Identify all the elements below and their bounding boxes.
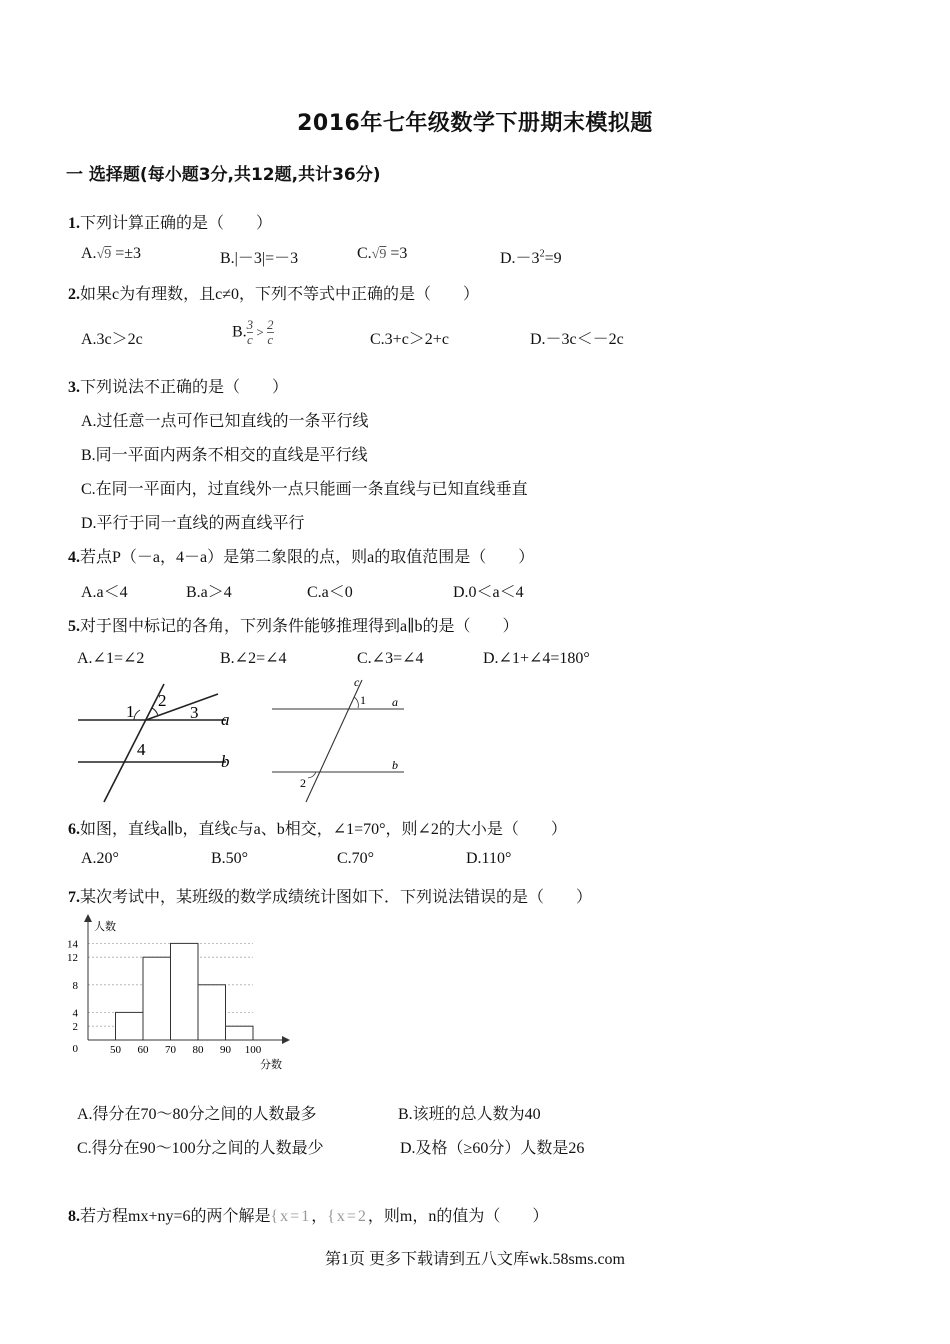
angle-label-2: 2 — [300, 776, 306, 790]
figure-q5-angles — [76, 680, 236, 806]
option-c: C.70° — [337, 850, 375, 867]
option-b: B.同一平面内两条不相交的直线是平行线 — [81, 447, 368, 464]
histogram-bar — [116, 1012, 144, 1040]
section-heading: 一 选择题(每小题3分,共12题,共计36分) — [66, 165, 381, 185]
question-7 — [68, 884, 592, 907]
y-tick-label: 0 — [72, 1043, 78, 1055]
y-axis-arrow — [84, 914, 92, 922]
question-number: 5. — [68, 618, 80, 635]
x-tick-label: 60 — [137, 1044, 149, 1056]
question-8: 8.若方程mx+ny=6的两个解是{x=1，{x=2，则m，n的值为（ ） — [68, 1208, 549, 1225]
x-tick-label: 90 — [220, 1044, 231, 1056]
line-label-c: c — [354, 675, 360, 689]
question-number: 1. — [68, 215, 80, 232]
option-a: A.过任意一点可作已知直线的一条平行线 — [81, 413, 369, 430]
angle-arc — [354, 697, 358, 708]
histogram-bar — [143, 957, 171, 1040]
option-a: A.3c＞2c — [81, 331, 143, 348]
question-number: 6. — [68, 821, 80, 838]
y-tick-label: 2 — [72, 1021, 78, 1034]
question-text: 对于图中标记的各角，下列条件能够推理得到a∥b的是（ ） — [80, 618, 519, 635]
histogram-bar — [226, 1026, 254, 1040]
option-b: B.∠2=∠4 — [220, 650, 287, 667]
question-number: 8. — [68, 1208, 80, 1225]
line-c — [306, 680, 362, 802]
question-number: 2. — [68, 286, 80, 303]
x-tick-label: 100 — [244, 1044, 262, 1056]
question-text: 下列说法不正确的是（ ） — [80, 379, 289, 396]
option-c: C.在同一平面内，过直线外一点只能画一条直线与已知直线垂直 — [81, 481, 528, 498]
x-tick-label: 80 — [192, 1044, 204, 1056]
question-text: 如图，直线a∥b，直线c与a、b相交，∠1=70°，则∠2的大小是（ ） — [80, 821, 567, 838]
option-d: D.平行于同一直线的两直线平行 — [81, 515, 305, 532]
x-tick-label: 50 — [110, 1044, 121, 1056]
option-d: D.及格（≥60分）人数是26 — [400, 1140, 585, 1157]
equation-system-1: {x=1 — [270, 1208, 312, 1225]
question-number: 4. — [68, 549, 80, 566]
option-b: B. $\frac{3}{c}$ > $\frac{2}{c}$ — [232, 317, 274, 347]
page-footer: 第1页 更多下载请到五八文库wk.58sms.com — [324, 1251, 625, 1268]
question-3 — [68, 374, 288, 397]
question-1 — [68, 210, 272, 233]
option-b: B.|－3|=－3 — [220, 250, 299, 267]
option-d: D.110° — [466, 850, 512, 867]
option-a: A.20° — [81, 850, 119, 867]
y-tick-label: 12 — [67, 952, 78, 965]
question-number: 3. — [68, 379, 80, 396]
angle-label-4: 4 — [137, 740, 146, 759]
question-text-end: ，则m，n的值为（ ） — [367, 1208, 549, 1225]
option-b: B.a＞4 — [186, 584, 232, 601]
y-axis-title: 人数 — [94, 921, 116, 933]
sqrt-symbol: √9 — [96, 247, 112, 262]
option-c: C.√9 =3 — [357, 245, 408, 262]
option-c: C.∠3=∠4 — [357, 650, 424, 667]
option-d: $D.-3^2=9$ — [500, 248, 562, 267]
histogram-chart — [60, 912, 296, 1072]
question-text: 下列计算正确的是（ ） — [80, 215, 273, 232]
page-title: 2016年七年级数学下册期末模拟题 — [297, 111, 653, 136]
question-2 — [68, 281, 479, 304]
y-tick-label: 4 — [72, 1007, 78, 1020]
histogram-bar — [171, 943, 199, 1040]
question-text: 某次考试中，某班级的数学成绩统计图如下．下列说法错误的是（ ） — [80, 889, 593, 906]
option-c: C.a＜0 — [307, 584, 353, 601]
angle-label-2: 2 — [158, 691, 167, 710]
x-axis-title: 分数 — [260, 1059, 282, 1071]
option-a: A.a＜4 — [81, 584, 128, 601]
option-a: A.√9 =±3 — [81, 245, 142, 262]
line-label-b: b — [392, 758, 398, 772]
angle-label-1: 1 — [126, 702, 135, 721]
line-label-a: a — [392, 695, 398, 709]
option-b: B.该班的总人数为40 — [398, 1106, 541, 1123]
option-a: A.∠1=∠2 — [77, 650, 145, 667]
question-5 — [68, 613, 519, 636]
option-b: B.50° — [211, 850, 249, 867]
line-label-b: b — [221, 752, 230, 771]
option-d: D.∠1+∠4=180° — [483, 650, 590, 667]
angle-label-3: 3 — [190, 703, 199, 722]
option-d: D.－3c＜－2c — [530, 331, 624, 348]
equation-system-2: {x=2 — [327, 1208, 368, 1225]
fraction: $\frac{3}{c}$ — [246, 317, 254, 347]
option-c: C.得分在90～100分之间的人数最少 — [77, 1140, 324, 1157]
question-4 — [68, 544, 534, 567]
question-6 — [68, 816, 567, 839]
x-axis-arrow — [282, 1036, 290, 1044]
option-d: D.0＜a＜4 — [453, 584, 524, 601]
option-c: C.3+c＞2+c — [370, 331, 449, 348]
line-label-a: a — [221, 710, 230, 729]
y-tick-label: 8 — [72, 979, 78, 992]
angle-arc — [134, 710, 140, 720]
y-tick-label: 14 — [67, 938, 78, 951]
fraction: $\frac{2}{c}$ — [267, 317, 274, 347]
question-number: 7. — [68, 889, 80, 906]
figure-q6-parallel-lines — [270, 674, 410, 804]
x-tick-label: 70 — [165, 1044, 176, 1056]
angle-arc — [308, 772, 316, 778]
question-text: 如果c为有理数，且c≠0，下列不等式中正确的是（ ） — [80, 286, 479, 303]
option-a: A.得分在70～80分之间的人数最多 — [77, 1106, 317, 1123]
question-text: 若点P（－a，4－a）是第二象限的点，则a的取值范围是（ ） — [80, 549, 535, 566]
histogram-bar — [198, 985, 226, 1040]
sqrt-symbol: √9 — [371, 247, 387, 262]
question-text: 若方程mx+ny=6的两个解是 — [80, 1208, 271, 1225]
angle-label-1: 1 — [360, 693, 366, 707]
